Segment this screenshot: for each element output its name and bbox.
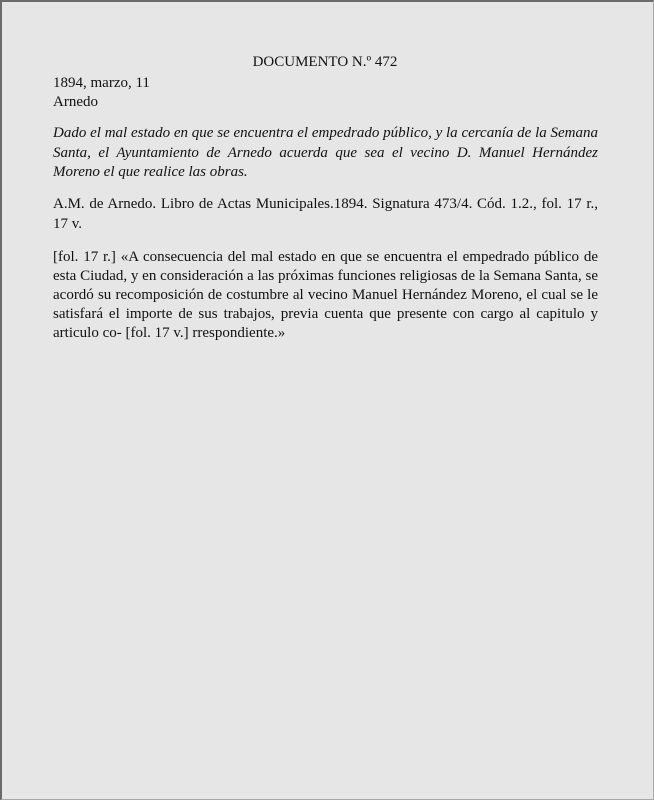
document-place: Arnedo: [53, 94, 98, 110]
document-transcription: [fol. 17 r.] «A consecuencia del mal estado en que se encuentra el empedrado público de esta Ciudad, y en consideración a las próximas funciones religiosas de la Semana Santa, se acordó su recomposición de costumbre al vecino Manuel Hernández Moreno, el cual se le satisfará el importe de sus trabajos, previa cuenta que presente con cargo al capitulo y articulo co- [fol. 17 v.] rrespondiente.»: [53, 249, 598, 341]
document-summary: Dado el mal estado en que se encuentra el empedrado público, y la cercanía de la Semana Santa, el Ayuntamiento de Arnedo acuerda que sea el vecino D. Manuel Hernández Moreno el que realice las obras.: [53, 125, 598, 180]
document-date: 1894, marzo, 11: [53, 75, 150, 91]
document-source: A.M. de Arnedo. Libro de Actas Municipales.1894. Signatura 473/4. Cód. 1.2., fol. 17 r., 17 v.: [53, 196, 598, 232]
document-title: DOCUMENTO N.º 472: [252, 54, 398, 70]
